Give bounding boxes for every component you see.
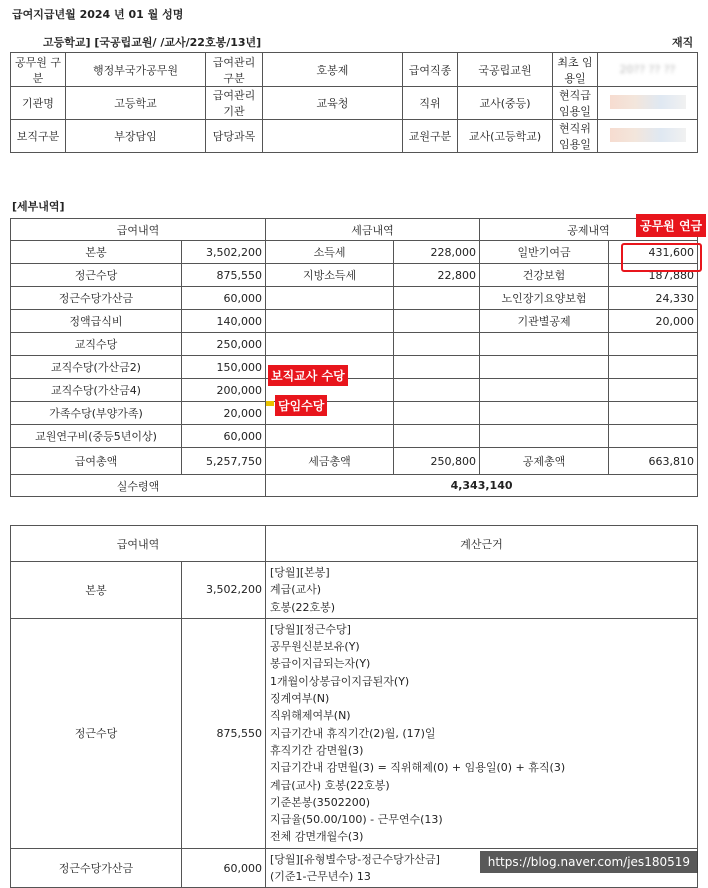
total-pay-value: 5,257,750 (182, 448, 266, 475)
school-line: 고등학교] [국공립교원/ /교사/22호봉/13년] (43, 36, 262, 49)
total-deduct-label: 공제총액 (480, 448, 609, 475)
blog-watermark: https://blog.naver.com/jes180519 (480, 851, 698, 873)
info-label: 기관명 (11, 87, 66, 120)
header-pay: 급여내역 (11, 219, 266, 241)
header-deduct: 공제내역 (480, 219, 698, 241)
info-label: 현직급 임용일 (553, 87, 598, 120)
calc-line: 지급기간내 감면월(3) = 직위해제(0) + 임용일(0) + 휴직(3) (270, 761, 566, 775)
pay-value: 875,550 (182, 264, 266, 287)
calc-line: 기준본봉(3502200) (270, 795, 371, 809)
deduct-value: 187,880 (609, 264, 698, 287)
info-value (263, 120, 403, 153)
page-title: 급여지급년월 2024 년 01 월 성명 (12, 8, 184, 21)
calc-line: 계급(교사) (270, 583, 322, 597)
calc-line: (기준1-근무년수) 13 (270, 870, 371, 884)
total-tax-value: 250,800 (394, 448, 480, 475)
info-value: 부장담임 (66, 120, 206, 153)
calc-label: 본봉 (11, 562, 182, 619)
calc-basis (266, 562, 698, 619)
deduct-label: 기관별공제 (480, 310, 609, 333)
header-tax: 세금내역 (266, 219, 480, 241)
tax-value: 228,000 (394, 241, 480, 264)
calc-line: [당월][유형별수당-정근수당가산금] (270, 852, 440, 866)
pay-label: 교직수당(가산금2) (11, 356, 182, 379)
calc-header-pay: 급여내역 (11, 526, 266, 562)
detail-table (10, 218, 698, 497)
deduct-label: 건강보험 (480, 264, 609, 287)
info-value-blurred (598, 87, 698, 120)
info-table (10, 52, 698, 153)
info-value: 행정부국가공무원 (66, 53, 206, 87)
blurred-value (610, 95, 686, 109)
deduct-label: 일반기여금 (480, 241, 609, 264)
pay-label: 교원연구비(중등5년이상) (11, 425, 182, 448)
blurred-value (610, 128, 686, 142)
deduct-value: 431,600 (648, 245, 695, 259)
calc-value: 875,550 (182, 618, 266, 848)
pay-value: 150,000 (182, 356, 266, 379)
calc-line: [당월][본봉] (270, 566, 330, 579)
blurred-date: 20?? ?? ?? (619, 63, 676, 76)
pension-annotation: 공무원 연금 (636, 214, 706, 237)
status-label: 재직 (672, 36, 694, 49)
total-tax-label: 세금총액 (266, 448, 394, 475)
deduct-value: 24,330 (609, 287, 698, 310)
head-teacher-annotation: 보직교사 수당 (268, 365, 348, 386)
info-label: 현직위 임용일 (553, 120, 598, 153)
info-value-blurred (598, 120, 698, 153)
pay-label: 교직수당(가산금4) (11, 379, 182, 402)
calc-line: 전체 감면개월수(3) (270, 830, 364, 844)
calc-line: 호봉(22호봉) (270, 600, 336, 614)
pay-value: 200,000 (182, 379, 266, 402)
info-label: 담당과목 (206, 120, 263, 153)
pay-label: 교직수당 (11, 333, 182, 356)
deduct-value: 20,000 (609, 310, 698, 333)
info-value: 교사(고등학교) (458, 120, 553, 153)
section-title: [세부내역] (12, 200, 65, 213)
pay-value: 60,000 (182, 425, 266, 448)
net-value: 4,343,140 (266, 475, 698, 497)
calc-line: 휴직기간 감면월(3) (270, 743, 364, 757)
info-value: 호봉제 (263, 53, 403, 87)
calc-table (10, 525, 698, 888)
calc-line: 징계여부(N) (270, 692, 330, 706)
total-deduct-value: 663,810 (609, 448, 698, 475)
total-pay-label: 급여총액 (11, 448, 182, 475)
pay-label: 정액급식비 (11, 310, 182, 333)
calc-line: 계급(교사) 호봉(22호봉) (270, 778, 390, 792)
info-label: 공무원 구분 (11, 53, 66, 87)
homeroom-annotation: 담임수당 (275, 395, 327, 416)
calc-line: 직위해제여부(N) (270, 709, 351, 723)
net-label: 실수령액 (11, 475, 266, 497)
calc-line: [당월][정근수당] (270, 622, 351, 636)
info-label: 최초 임용일 (553, 53, 598, 87)
calc-line: 지급율(50.00/100) - 근무연수(13) (270, 813, 443, 827)
calc-label: 정근수당가산금 (11, 848, 182, 888)
info-label: 교원구분 (403, 120, 458, 153)
info-value: 교육청 (263, 87, 403, 120)
pay-label: 정근수당 (11, 264, 182, 287)
pay-value: 60,000 (182, 287, 266, 310)
calc-header-basis: 계산근거 (266, 526, 698, 562)
info-label: 보직구분 (11, 120, 66, 153)
info-value: 국공립교원 (458, 53, 553, 87)
pay-value: 140,000 (182, 310, 266, 333)
tax-label: 소득세 (266, 241, 394, 264)
info-value: 교사(중등) (458, 87, 553, 120)
info-label: 급여관리 구분 (206, 53, 263, 87)
pay-value: 250,000 (182, 333, 266, 356)
calc-line: 1개월이상봉급이지급된자(Y) (270, 674, 410, 688)
calc-value: 60,000 (182, 848, 266, 888)
pension-highlight-box (621, 243, 702, 272)
info-value-blurred (598, 53, 698, 87)
deduct-label: 노인장기요양보험 (480, 287, 609, 310)
pay-value: 20,000 (182, 402, 266, 425)
calc-line: 지급기간내 휴직기간(2)월, (17)일 (270, 726, 436, 740)
annotation-pointer (266, 401, 274, 406)
calc-line: 공무원신분보유(Y) (270, 640, 360, 654)
info-label: 급여관리 기관 (206, 87, 263, 120)
pay-label: 정근수당가산금 (11, 287, 182, 310)
tax-value: 22,800 (394, 264, 480, 287)
tax-label: 지방소득세 (266, 264, 394, 287)
pay-label: 가족수당(부양가족) (11, 402, 182, 425)
info-value: 고등학교 (66, 87, 206, 120)
calc-basis (266, 618, 698, 848)
info-label: 급여직종 (403, 53, 458, 87)
pay-label: 본봉 (11, 241, 182, 264)
calc-label: 정근수당 (11, 618, 182, 848)
pay-value: 3,502,200 (182, 241, 266, 264)
info-label: 직위 (403, 87, 458, 120)
calc-line: 봉급이지급되는자(Y) (270, 657, 371, 671)
calc-value: 3,502,200 (182, 562, 266, 619)
